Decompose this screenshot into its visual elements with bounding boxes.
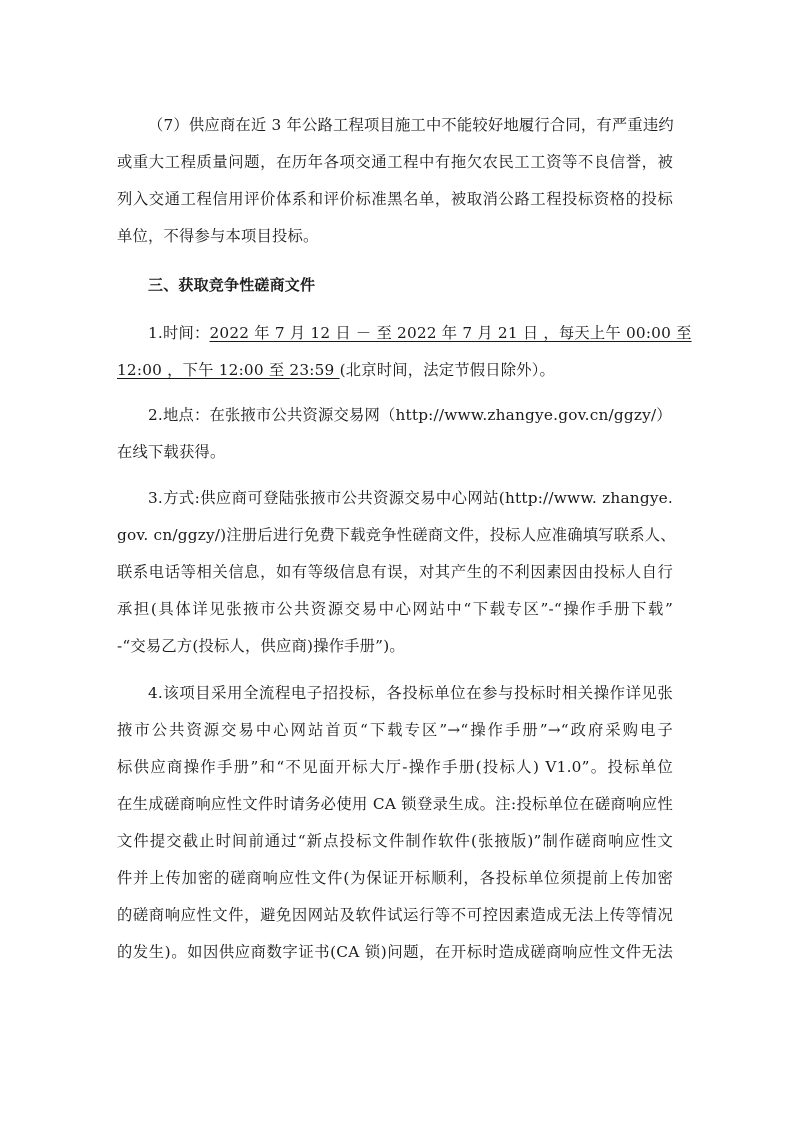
item1-note: (北京时间，法定节假日除外）。 xyxy=(339,361,556,379)
para7-line-4: 单位，不得参与本项目投标。 xyxy=(117,227,319,245)
item4-line-5: 文件提交截止时间前通过“新点投标文件制作软件(张掖版)”制作磋商响应性文 xyxy=(117,832,673,850)
item4-line-8: 的发生)。如因供应商数字证书(CA 锁)问题，在开标时造成磋商响应性文件无法 xyxy=(117,943,673,961)
item3-line-5: -“交易乙方(投标人，供应商)操作手册”)。 xyxy=(117,637,405,655)
item4-line-6: 件并上传加密的磋商响应性文件(为保证开标顺利，各投标单位须提前上传加密 xyxy=(117,869,673,887)
item4-line-2: 掖市公共资源交易中心网站首页“下载专区”→“操作手册”→“政府采购电子 xyxy=(117,721,673,739)
para7-line-2: 或重大工程质量问题，在历年各项交通工程中有拖欠农民工工资等不良信誉，被 xyxy=(117,153,673,171)
item4-line-7: 的磋商响应性文件，避免因网站及软件试运行等不可控因素造成无法上传等情况 xyxy=(117,906,673,924)
item3-line-2: gov. cn/ggzy/)注册后进行免费下载竞争性磋商文件，投标人应准确填写联系人、 xyxy=(117,526,676,544)
item3-line-3: 联系电话等相关信息，如有等级信息有误，对其产生的不利因素因由投标人自行 xyxy=(117,563,673,581)
item1-line-1 xyxy=(148,321,692,345)
item1-time-range: 12:00 ，下午 12:00 至 23:59 xyxy=(117,361,340,379)
item1-label: 1.时间： xyxy=(148,324,210,342)
para7-line-1: （7）供应商在近 3 年公路工程项目施工中不能较好地履行合同，有严重违约 xyxy=(148,116,674,134)
item2-line-2: 在线下载获得。 xyxy=(117,443,226,461)
item3-line-1: 3.方式:供应商可登陆张掖市公共资源交易中心网站(http://www. zhangye. xyxy=(148,489,673,507)
item1-date-range: 2022 年 7 月 12 日 － 至 2022 年 7 月 21 日 ，每天上午 00:00 至 xyxy=(209,324,692,342)
item4-line-4: 在生成磋商响应性文件时请务必使用 CA 锁登录生成。注:投标单位在磋商响应性 xyxy=(117,795,673,813)
section-heading: 三、获取竞争性磋商文件 xyxy=(148,276,316,294)
item4-line-1: 4.该项目采用全流程电子招投标，各投标单位在参与投标时相关操作详见张 xyxy=(148,684,673,702)
item3-line-4: 承担(具体详见张掖市公共资源交易中心网站中“下载专区”-“操作手册下载” xyxy=(117,600,673,618)
item1-line-2 xyxy=(117,358,555,382)
item2-line-1: 2.地点：在张掖市公共资源交易网（http://www.zhangye.gov.cn/ggzy/） xyxy=(148,406,672,424)
para7-line-3: 列入交通工程信用评价体系和评价标准黑名单，被取消公路工程投标资格的投标 xyxy=(117,190,673,208)
item4-line-3: 标供应商操作手册”和“不见面开标大厅-操作手册(投标人) V1.0”。投标单位 xyxy=(117,758,673,776)
